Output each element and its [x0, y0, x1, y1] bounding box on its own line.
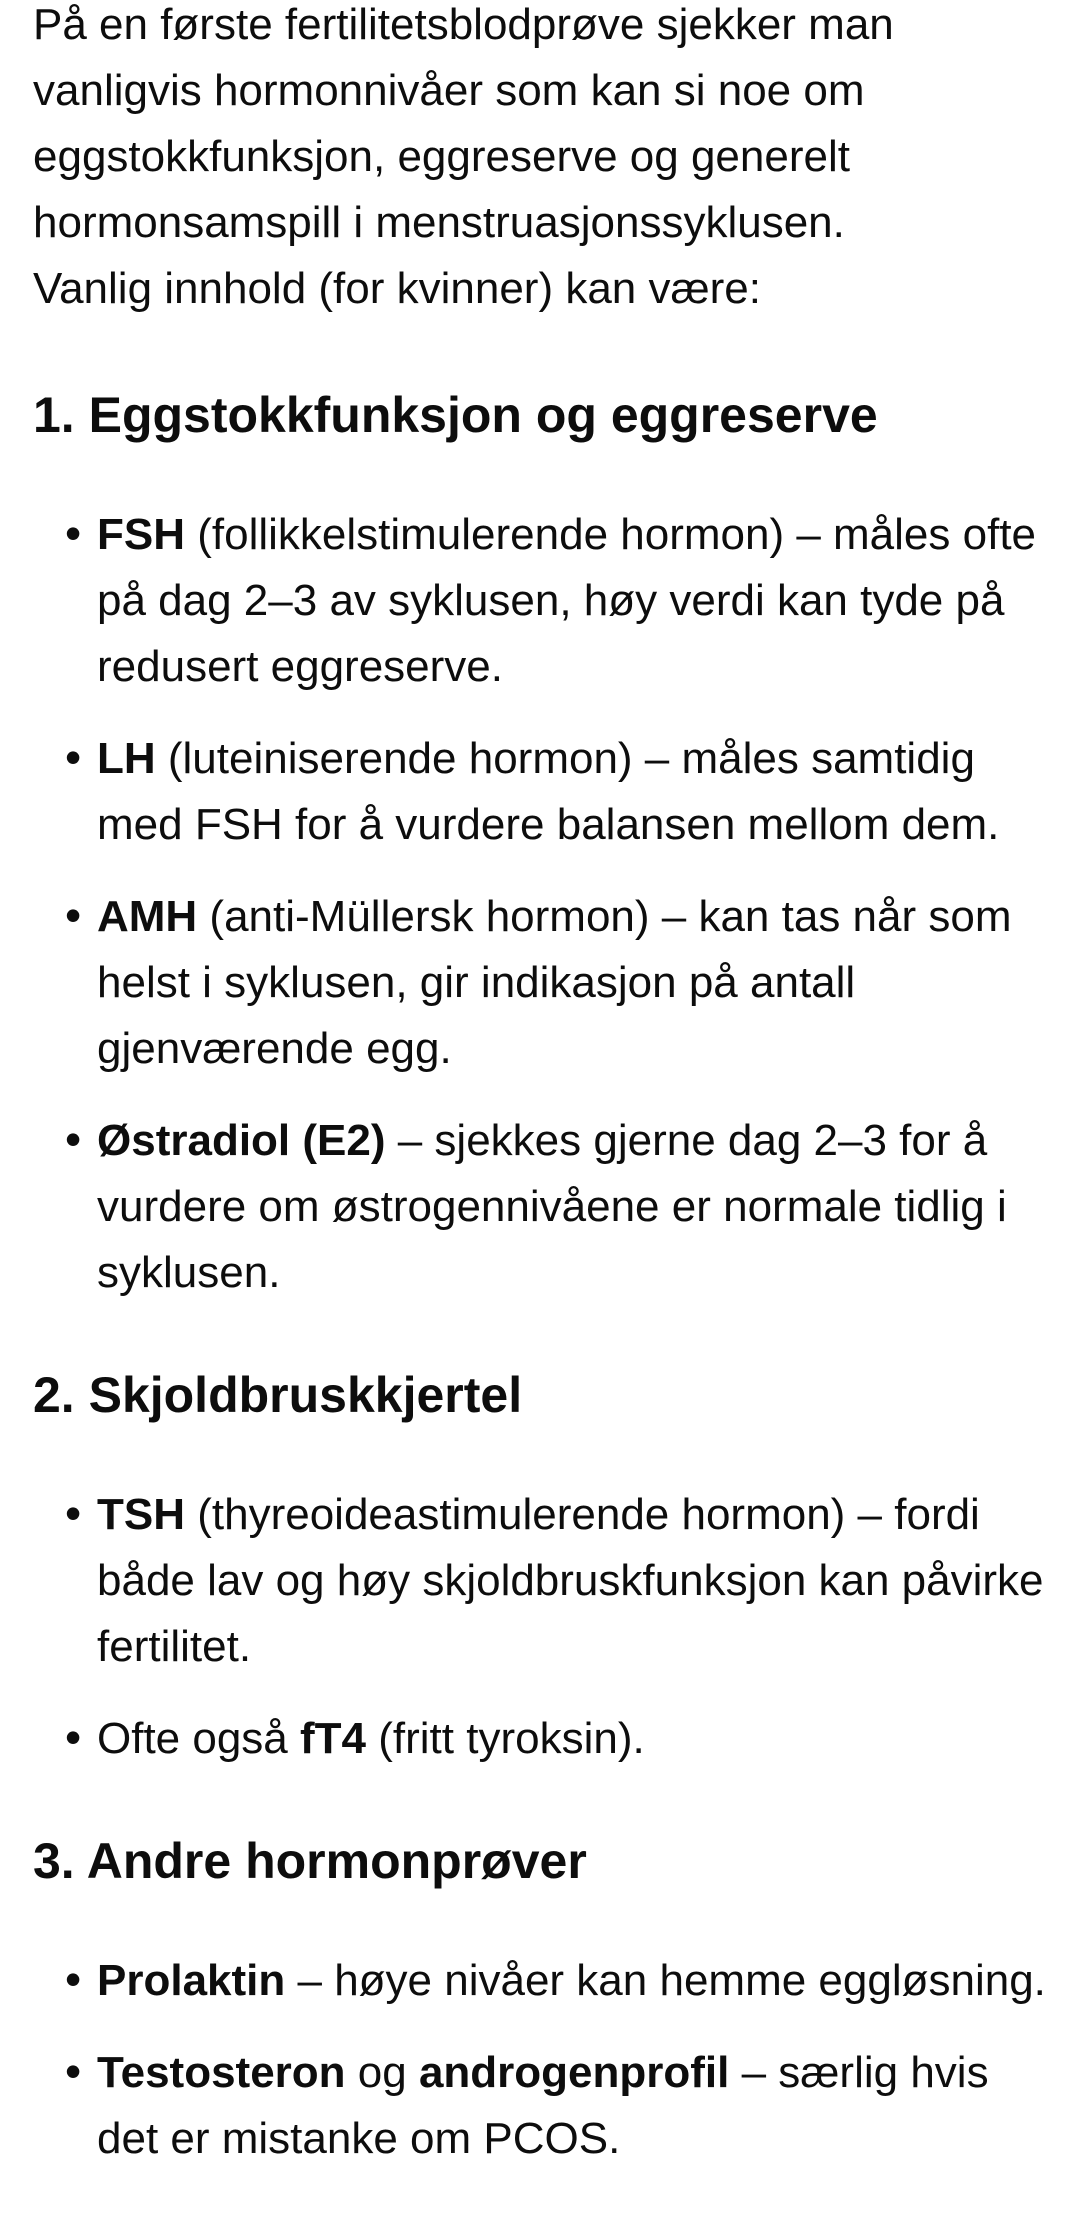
bullet-icon: • — [65, 1953, 82, 2005]
bullet-icon: • — [65, 1711, 82, 1763]
item-text: – høye nivåer kan hemme eggløsning. — [285, 1956, 1046, 2005]
bold-term: fT4 — [300, 1714, 367, 1763]
bullet-icon: • — [65, 2045, 82, 2097]
section-heading-thyroid: 2. Skjoldbruskkjertel — [33, 1367, 523, 1423]
bold-term: Prolaktin — [97, 1956, 286, 2005]
bold-term: Østradiol (E2) — [97, 1116, 386, 1165]
bullet-icon: • — [65, 1113, 82, 1165]
list-item-amh — [65, 884, 1050, 1082]
bullet-list-ovary — [33, 502, 1050, 1306]
item-text: (follikkelstimulerende hormon) – måles ofte på dag 2–3 av syklusen, høy verdi kan tyde på redusert eggreserve. — [97, 510, 1037, 691]
item-text: og — [345, 2048, 419, 2097]
list-item-tsh — [65, 1482, 1050, 1680]
list-item-fsh — [65, 502, 1050, 700]
bold-term: LH — [97, 734, 156, 783]
bullet-list-thyroid — [33, 1482, 1050, 1772]
bold-term: Testosteron — [97, 2048, 346, 2097]
item-text: (fritt tyroksin). — [366, 1714, 645, 1763]
intro-paragraph — [33, 0, 1050, 322]
item-text: – særlig hvis det er mistanke om PCOS. — [97, 2048, 989, 2163]
bold-term: TSH — [97, 1490, 185, 1539]
list-item-estradiol — [65, 1108, 1050, 1306]
bullet-icon: • — [65, 731, 82, 783]
item-text: (luteiniserende hormon) – måles samtidig med FSH for å vurdere balansen mellom dem. — [97, 734, 1000, 849]
bold-term: androgenprofil — [418, 2048, 730, 2097]
list-item-testosterone — [65, 2040, 1050, 2172]
section-heading-ovary: 1. Eggstokkfunksjon og eggreserve — [33, 387, 878, 443]
bold-term: AMH — [97, 892, 198, 941]
item-text: Ofte også — [97, 1714, 301, 1763]
bullet-icon: • — [65, 507, 82, 559]
section-heading-other-hormones: 3. Andre hormonprøver — [33, 1833, 587, 1889]
list-item-lh — [65, 726, 1050, 858]
item-text: (anti-Müllersk hormon) – kan tas når som helst i syklusen, gir indikasjon på antall gjenværende egg. — [97, 892, 1012, 1073]
item-text: (thyreoideastimulerende hormon) – fordi både lav og høy skjoldbruskfunksjon kan påvirke fertilitet. — [97, 1490, 1044, 1671]
intro-sentence-2: Vanlig innhold (for kvinner) kan være: — [33, 264, 761, 313]
item-text: – sjekkes gjerne dag 2–3 for å vurdere om østrogennivåene er normale tidlig i syklusen. — [97, 1116, 1007, 1297]
bullet-list-other-hormones — [33, 1948, 1050, 2172]
bullet-icon: • — [65, 889, 82, 941]
list-item-prolactin — [65, 1948, 1050, 2014]
list-item-ft4 — [65, 1706, 1050, 1772]
bold-term: FSH — [97, 510, 185, 559]
intro-sentence-1: På en første fertilitetsblodprøve sjekker man vanligvis hormonnivåer som kan si noe om eggstokkfunksjon, eggreserve og generelt hormonsamspill i menstruasjonssyklusen. — [33, 0, 894, 247]
bullet-icon: • — [65, 1487, 82, 1539]
